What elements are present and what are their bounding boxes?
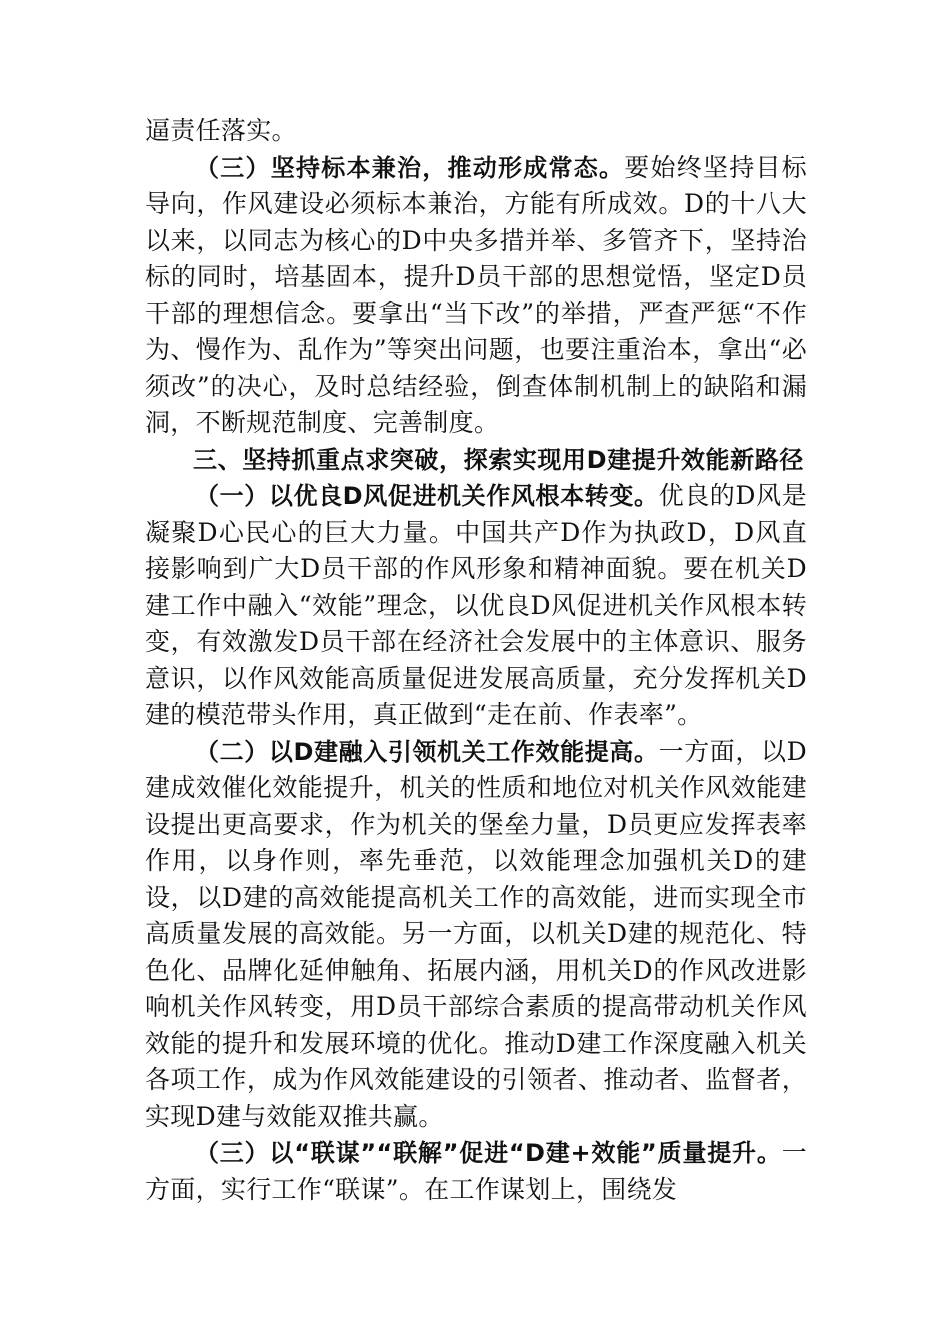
paragraph-lead: （二）以D建融入引领机关工作效能提高。	[195, 737, 659, 766]
paragraph-text: 一方面，实行工作“联谋”。在工作谋划上，围绕发	[145, 1138, 807, 1204]
paragraph-party-style	[145, 478, 807, 734]
paragraph-lead: （一）以优良D风促进机关作风根本转变。	[195, 482, 659, 510]
paragraph-party-building-integration	[145, 734, 807, 1136]
section-heading-three: 三、坚持抓重点求突破，探索实现用D建提升效能新路径	[193, 445, 804, 474]
paragraph-standard-and-root	[145, 150, 807, 442]
paragraph-joint-planning	[145, 1135, 807, 1208]
paragraph-text: 优良的D风是凝聚D心民心的巨大力量。中国共产D作为执政D，D风直接影响到广大D员干部的作风形象和精神面貌。要在机关D建工作中融入“效能”理念，以优良D风促进机关作风根本转变，有效激发D员干部在经济社会发展中的主体意识、服务意识，以作风效能高质量促进发展高质量，充分发挥机关D建的模范带头作用，真正做到“走在前、作表率”。	[145, 481, 807, 729]
paragraph-text: 要始终坚持目标导向，作风建设必须标本兼治，方能有所成效。D的十八大以来，以同志为核心的D中央多措并举、多管齐下，坚持治标的同时，培基固本，提升D员干部的思想觉悟，坚定D员干部的理想信念。要拿出“当下改”的举措，严查严惩“不作为、慢作为、乱作为”等突出问题，也要注重治本，拿出“必须改”的决心，及时总结经验，倒查体制机制上的缺陷和漏洞，不断规范制度、完善制度。	[145, 152, 807, 437]
document-page	[145, 113, 807, 1208]
paragraph-continuation	[145, 113, 807, 150]
paragraph-lead: （三）以“联谋”“联解”促进“D建+效能”质量提升。	[195, 1139, 782, 1167]
paragraph-text: 逼责任落实。	[145, 116, 297, 145]
paragraph-lead: （三）坚持标本兼治，推动形成常态。	[195, 153, 625, 182]
paragraph-text: 一方面，以D建成效催化效能提升，机关的性质和地位对机关作风效能建设提出更高要求，作为机关的堡垒力量，D员更应发挥表率作用，以身作则，率先垂范，以效能理念加强机关D的建设，以D建的高效能提高机关工作的高效能，进而实现全市高质量发展的高效能。另一方面，以机关D建的规范化、特色化、品牌化延伸触角、拓展内涵，用机关D的作风改进影响机关作风转变，用D员干部综合素质的提高带动机关作风效能的提升和发展环境的优化。推动D建工作深度融入机关各项工作，成为作风效能建设的引领者、推动者、监督者，实现D建与效能双推共赢。	[145, 736, 807, 1131]
